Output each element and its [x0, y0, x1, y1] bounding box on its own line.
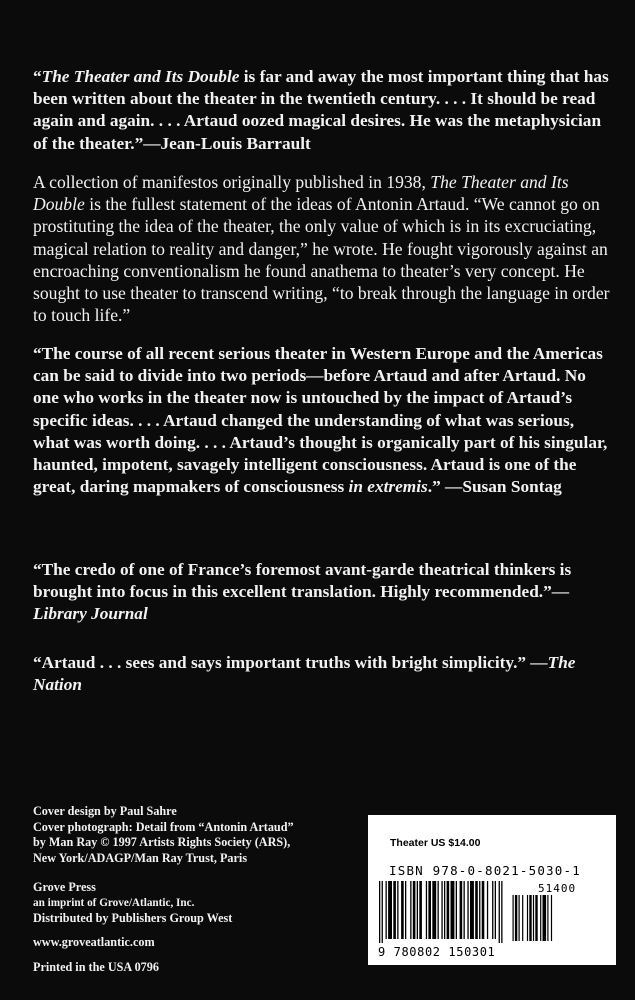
text-run: A collection of manifestos originally published in 1938,	[33, 172, 431, 192]
cover-design-credit: Cover design by Paul Sahre	[33, 804, 177, 818]
ean-digits: 9 780802 150301	[378, 945, 496, 959]
book-description	[33, 171, 613, 326]
imprint-line: an imprint of Grove/Atlantic, Inc.	[33, 896, 195, 909]
printed-line: Printed in the USA 0796	[33, 960, 159, 974]
text-run: —The Nation	[33, 653, 576, 695]
website-line: www.groveatlantic.com	[33, 935, 155, 949]
publisher-info	[33, 880, 333, 927]
cover-photo-credit-1: Cover photograph: Detail from “Antonin Artaud”	[33, 819, 294, 834]
text-run: “The course of all recent serious theater in Western Europe and the Americas can be said to divide into two periods—before Artaud and after Artaud. No one who works in the theater now is untouched by the impact of Artaud’s specific ideas. . . . Artaud changed the understanding of what was serious, what was worth doing. . . . Artaud’s thought is organically part of his singular, haunted, impotent, savagely intelligent consciousness. Artaud is one of the great, daring mapmakers of consciousness	[33, 344, 608, 497]
barcode-panel	[368, 815, 616, 965]
text-run: “The credo of one of France’s foremost avant-garde theatrical thinkers is brought into focus in this excellent translation. Highly recommended.”—	[33, 560, 572, 602]
text-run: “	[33, 67, 42, 86]
text-run: The Theater and Its Double	[33, 172, 569, 215]
cover-credits	[33, 804, 333, 866]
quote-sontag	[33, 343, 613, 498]
publisher-name: Grove Press	[33, 880, 96, 894]
price-addon-code: 51400	[538, 882, 577, 895]
text-run: Library Journal	[33, 604, 148, 624]
text-run: in extremis	[348, 477, 428, 497]
quote-library-journal	[33, 559, 613, 626]
cover-photo-credit-3: New York/ADAGP/Man Ray Trust, Paris	[33, 850, 248, 865]
text-run: “Artaud . . . sees and says important truths with bright simplicity.”	[33, 653, 531, 672]
quote-the-nation	[33, 652, 613, 696]
price-label: Theater US $14.00	[390, 837, 481, 849]
isbn-label: ISBN 978-0-8021-5030-1	[389, 863, 581, 878]
quote-barrault	[33, 66, 613, 155]
barcode-icon	[379, 881, 609, 945]
text-run: is the fullest statement of the ideas of Antonin Artaud. “We cannot go on prostituting the idea of the theater, the only value of which is in its excruciating, magical relation to reality and danger,” he wrote. He fought vigorously against an encroaching conventionalism he found anathema to theater’s very concept. He sought to use theater to transcend writing, “to break through the language in order to touch life.”	[33, 194, 610, 326]
cover-photo-credit-2: by Man Ray © 1997 Artists Rights Society (ARS),	[33, 835, 291, 850]
text-run: is far and away the most important thing that has been written about the theater in the twentieth century. . . . It should be read again and again. . . . Artaud oozed magical desires. He was the metaphysician of the theater.”—Jean-Louis Barrault	[33, 67, 609, 153]
text-run: The Theater and Its Double	[41, 67, 240, 86]
text-run: .” —Susan Sontag	[427, 477, 562, 497]
distributor-line: Distributed by Publishers Group West	[33, 911, 233, 926]
